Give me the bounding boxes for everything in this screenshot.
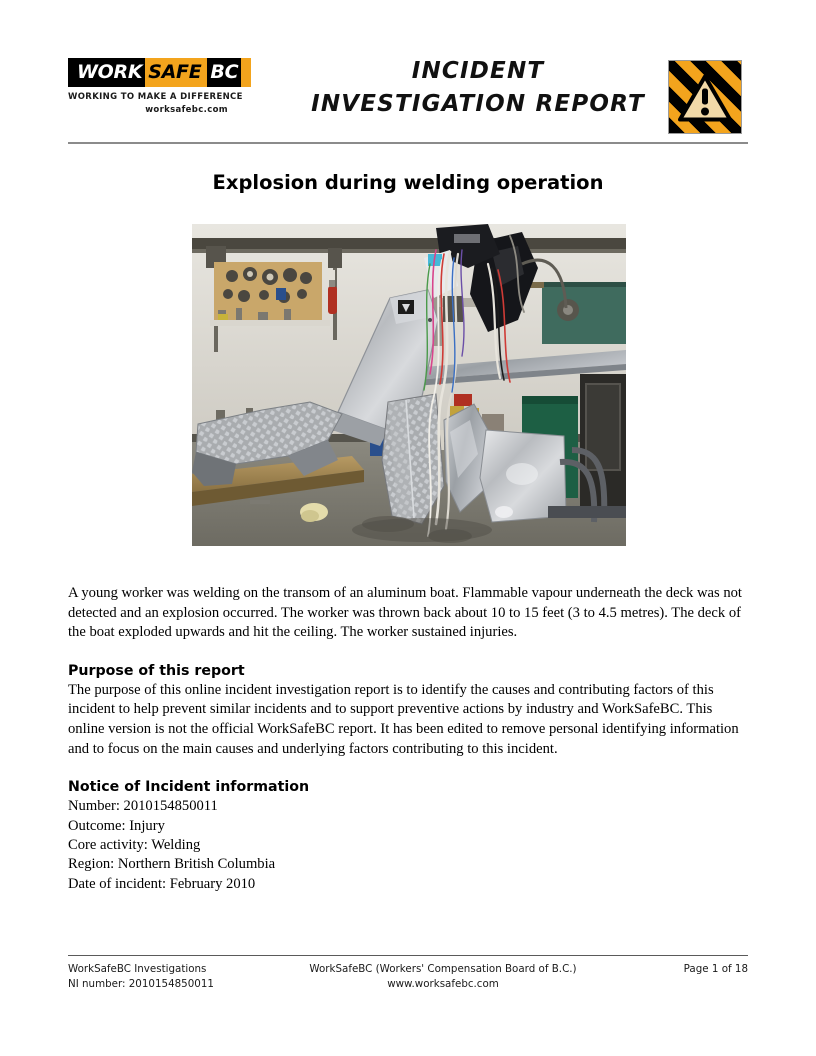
incident-photo-image bbox=[192, 224, 626, 546]
page-title: Explosion during welding operation bbox=[212, 171, 604, 194]
purpose-heading: Purpose of this report bbox=[68, 662, 245, 679]
footer-left-line-2: NI number: 2010154850011 bbox=[68, 978, 214, 990]
warning-triangle-glyph bbox=[678, 75, 732, 122]
footer-left bbox=[68, 962, 298, 992]
noi-number: Number: 2010154850011 bbox=[68, 798, 218, 815]
logo-url: worksafebc.com bbox=[145, 105, 228, 115]
footer-left-line-1: WorkSafeBC Investigations bbox=[68, 963, 207, 975]
worksafebc-logo bbox=[68, 58, 243, 115]
spacer-1 bbox=[68, 643, 750, 662]
logo-word-safe: SAFE bbox=[145, 58, 205, 87]
footer-page-number bbox=[608, 962, 748, 977]
noi-heading: Notice of Incident information bbox=[68, 779, 310, 796]
report-header-title bbox=[283, 55, 673, 121]
logo-word-bc: BC bbox=[207, 58, 241, 87]
purpose-paragraph: The purpose of this online incident investigation report is to identify the causes and contributing factors of this incident to help prevent similar incidents and to support preventive actions by industry and WorkSafeBC. This online version is not the official WorkSafeBC report. It has been edited to remove personal identifying information and to focus on the main causes and underlying factors contributing to this incident. bbox=[68, 681, 739, 757]
page-footer bbox=[68, 962, 748, 1002]
footer-divider bbox=[68, 955, 748, 956]
noi-core-activity: Core activity: Welding bbox=[68, 836, 201, 853]
footer-center-line-2: www.worksafebc.com bbox=[387, 978, 499, 990]
incident-summary-paragraph: A young worker was welding on the transom of an aluminum boat. Flammable vapour underneath the deck was not detected and an explosion occurred. The worker was thrown back about 10 to 15 feet (3 to 4.5 metres). The deck of the boat exploded upwards and hit the ceiling. The worker sustained injuries. bbox=[68, 585, 742, 641]
noi-outcome: Outcome: Injury bbox=[68, 817, 165, 834]
incident-photo bbox=[192, 224, 626, 546]
warning-triangle-icon bbox=[668, 60, 742, 134]
footer-center-line-1: WorkSafeBC (Workers' Compensation Board of B.C.) bbox=[309, 963, 577, 975]
header-title-line-1: INCIDENT bbox=[411, 58, 545, 84]
logo-word-work: WORK bbox=[68, 58, 145, 87]
report-content bbox=[68, 584, 750, 894]
logo-wordmark bbox=[68, 58, 239, 87]
noi-date: Date of incident: February 2010 bbox=[68, 875, 256, 892]
footer-right-line-1: Page 1 of 18 bbox=[683, 963, 748, 975]
header-divider bbox=[68, 142, 748, 144]
logo-word-bc-wrap bbox=[205, 58, 251, 87]
logo-tagline: WORKING TO MAKE A DIFFERENCE bbox=[68, 92, 243, 102]
noi-region: Region: Northern British Columbia bbox=[68, 856, 276, 873]
header-title-line-2: INVESTIGATION REPORT bbox=[311, 91, 645, 117]
spacer-2 bbox=[68, 759, 750, 778]
footer-center bbox=[278, 962, 608, 992]
page-header bbox=[68, 55, 748, 140]
